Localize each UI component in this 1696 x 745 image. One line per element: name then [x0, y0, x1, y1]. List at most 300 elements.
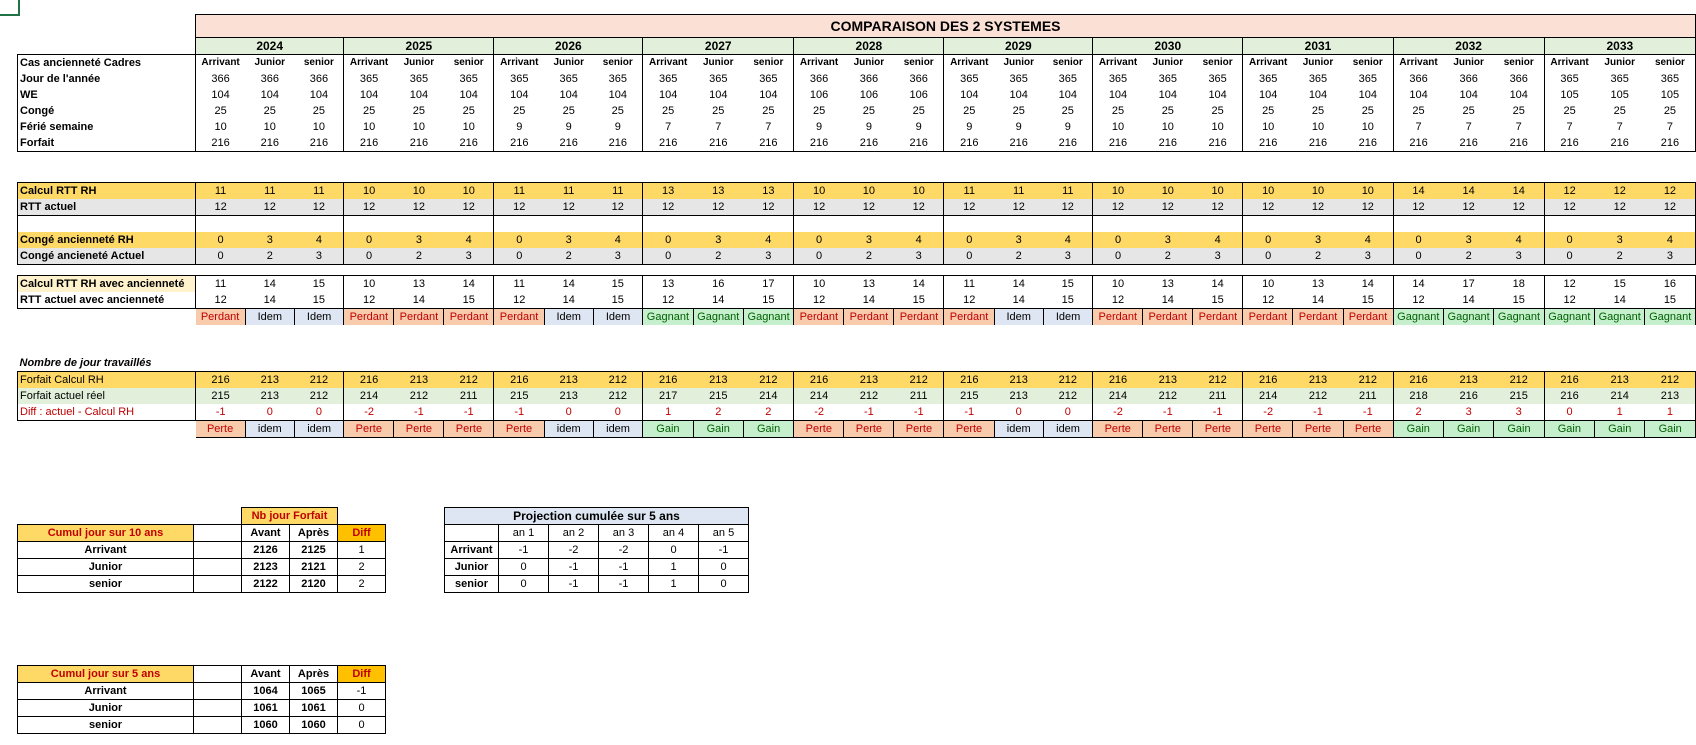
value-cell: 12: [794, 199, 844, 216]
value-cell: 12: [643, 292, 693, 309]
value-cell: 365: [944, 71, 994, 87]
blank-cell: [294, 216, 343, 233]
value-cell: 212: [1293, 388, 1343, 404]
profile-header: Arrivant: [1544, 55, 1594, 72]
value-cell: 213: [245, 388, 294, 404]
blank-cell: [194, 559, 242, 576]
value-cell: 10: [1243, 183, 1293, 200]
profile-header: senior: [444, 55, 494, 72]
value-cell: 13: [643, 183, 693, 200]
profile-name: Junior: [445, 559, 499, 576]
value-cell: 10: [394, 183, 444, 200]
blank-cell: [1193, 216, 1243, 233]
value-cell: 0: [1393, 232, 1443, 248]
value-cell: 216: [1293, 135, 1343, 152]
value-cell: 0: [544, 404, 593, 421]
row-label: Férié semaine: [18, 119, 196, 135]
verdict-cell: Perte: [196, 421, 246, 438]
value-cell: 12: [844, 199, 894, 216]
value-cell: 13: [743, 183, 793, 200]
verdict-cell: Gagnant: [743, 309, 793, 326]
value-cell: 15: [743, 292, 793, 309]
verdict-cell: Perte: [494, 421, 544, 438]
value-cell: 216: [444, 135, 494, 152]
value-cell: 216: [245, 135, 294, 152]
projection-col-header: an 3: [599, 525, 649, 542]
value-cell: 365: [459, 73, 478, 85]
value-cell: 365: [608, 73, 627, 85]
value-cell: -1: [944, 404, 994, 421]
blank-cell: [1544, 216, 1594, 233]
value-cell: 3: [544, 232, 593, 248]
value-cell: 10: [344, 119, 394, 135]
row-label: RTT actuel: [18, 199, 196, 216]
value-cell: 0: [245, 404, 294, 421]
value-cell: 10: [196, 119, 246, 135]
value-cell: 366: [309, 73, 329, 85]
profile-header: Junior: [994, 55, 1043, 72]
comparison-sheet: [17, 14, 1696, 438]
value-cell: 11: [1043, 183, 1092, 200]
verdict-cell: Gagnant: [1645, 309, 1696, 326]
value-cell: 14: [1293, 292, 1343, 309]
value-cell: 212: [743, 372, 793, 389]
value-cell: 10: [344, 276, 394, 293]
value-cell: 10: [1193, 183, 1243, 200]
value-cell: 216: [794, 372, 844, 389]
verdict-cell: Idem: [544, 309, 593, 326]
value-cell: 14: [1343, 276, 1393, 293]
year-header: 2029: [944, 38, 1093, 55]
value-cell: 212: [1193, 372, 1243, 389]
value-cell: 216: [1393, 135, 1443, 152]
blank-cell: [494, 216, 544, 233]
verdict-cell: Gain: [1544, 421, 1594, 438]
year-header: 2028: [794, 38, 944, 55]
verdict-cell: Perdant: [444, 309, 494, 326]
value-cell: 213: [844, 372, 894, 389]
value-cell: 12: [944, 292, 994, 309]
value-cell: 3: [245, 232, 294, 248]
projection-value: -1: [599, 559, 649, 576]
value-cell: 11: [944, 183, 994, 200]
verdict-cell: Perdant: [844, 309, 894, 326]
value-cell: 216: [1645, 135, 1696, 152]
value-cell: 216: [643, 135, 693, 152]
value-cell: 11: [294, 183, 343, 200]
value-cell: 12: [196, 199, 246, 216]
verdict-cell: Gagnant: [1595, 309, 1645, 326]
header-label: Cas ancienneté Cadres: [18, 55, 196, 72]
blank-cell: [194, 717, 242, 734]
projection-value: -1: [549, 576, 599, 593]
value-cell: 17: [743, 276, 793, 293]
value-cell: 2: [394, 248, 444, 265]
year-header: 2033: [1544, 38, 1695, 55]
value-cell: 0: [1093, 232, 1143, 248]
value-cell: 366: [260, 73, 279, 85]
value-cell: 1: [643, 404, 693, 421]
projection-value: 0: [499, 576, 549, 593]
value-cell: 216: [1393, 372, 1443, 389]
row-label: Congé: [18, 103, 196, 119]
verdict-cell: Perte: [894, 421, 944, 438]
value-cell: 104: [1093, 87, 1143, 103]
diff-value: 2: [338, 576, 386, 593]
value-cell: 25: [1093, 103, 1143, 119]
blank-cell: [544, 216, 593, 233]
value-cell: 2: [844, 248, 894, 265]
value-cell: 12: [1193, 199, 1243, 216]
col-apres: Après: [290, 525, 338, 542]
value-cell: 7: [765, 121, 772, 133]
value-cell: 9: [614, 121, 621, 133]
value-cell: 25: [263, 105, 276, 117]
value-cell: 212: [894, 372, 944, 389]
projection-value: -1: [699, 542, 749, 559]
value-cell: 104: [944, 87, 994, 103]
value-cell: 14: [544, 292, 593, 309]
value-cell: 14: [844, 292, 894, 309]
value-cell: 104: [260, 89, 279, 101]
verdict-cell: Gagnant: [1443, 309, 1493, 326]
value-cell: 211: [1343, 388, 1393, 404]
value-cell: 212: [593, 388, 642, 404]
profile-header: Arrivant: [1093, 55, 1143, 72]
value-cell: 25: [1645, 103, 1696, 119]
value-cell: 4: [1193, 232, 1243, 248]
value-cell: 213: [1293, 372, 1343, 389]
year-header: 2032: [1393, 38, 1544, 55]
value-cell: 18: [1494, 276, 1544, 293]
value-cell: 12: [693, 199, 743, 216]
value-cell: 366: [794, 71, 844, 87]
value-cell: 12: [894, 199, 944, 216]
value-cell: 213: [544, 388, 593, 404]
value-cell: 0: [944, 232, 994, 248]
row-label: Forfait actuel réel: [18, 388, 196, 404]
value-cell: 212: [1343, 372, 1393, 389]
value-cell: 9: [494, 119, 544, 135]
value-cell: -1: [894, 404, 944, 421]
value-cell: 365: [1358, 73, 1377, 85]
value-cell: 9: [1064, 121, 1071, 133]
value-cell: 215: [944, 388, 994, 404]
value-cell: 212: [1645, 372, 1696, 389]
value-cell: 212: [394, 388, 444, 404]
value-cell: -2: [1243, 404, 1293, 421]
verdict-cell: Perte: [444, 421, 494, 438]
value-cell: 211: [894, 388, 944, 404]
value-cell: 10: [263, 121, 276, 133]
value-cell: 15: [1494, 292, 1544, 309]
apres-value: 2125: [290, 542, 338, 559]
value-cell: 14: [245, 292, 294, 309]
value-cell: 216: [544, 135, 593, 152]
avant-value: 2123: [242, 559, 290, 576]
diff-value: -1: [338, 683, 386, 700]
value-cell: 9: [865, 121, 872, 133]
blank-cell: [794, 216, 844, 233]
value-cell: 12: [1595, 199, 1645, 216]
value-cell: 10: [1143, 183, 1193, 200]
profile-name: Junior: [18, 559, 194, 576]
value-cell: 25: [862, 105, 876, 117]
spacer: [18, 325, 1696, 355]
value-cell: 3: [1494, 248, 1544, 265]
profile-name: Arrivant: [18, 542, 194, 559]
value-cell: 14: [994, 276, 1043, 293]
value-cell: 0: [494, 248, 544, 265]
profile-header: Junior: [1595, 55, 1645, 72]
value-cell: 212: [444, 372, 494, 389]
value-cell: 4: [1343, 232, 1393, 248]
value-cell: 25: [643, 103, 693, 119]
value-cell: 12: [1293, 199, 1343, 216]
value-cell: 215: [1494, 388, 1544, 404]
value-cell: 25: [1211, 105, 1224, 117]
verdict-cell: Gagnant: [1544, 309, 1594, 326]
value-cell: 106: [909, 89, 928, 101]
value-cell: 216: [1243, 372, 1293, 389]
value-cell: 2: [693, 404, 743, 421]
value-cell: 105: [1645, 87, 1696, 103]
sum10-label: Cumul jour sur 10 ans: [18, 525, 194, 542]
value-cell: 12: [1093, 292, 1143, 309]
value-cell: 2: [245, 248, 294, 265]
value-cell: 104: [1058, 89, 1077, 101]
col-avant: Avant: [242, 666, 290, 683]
blank-cell: [194, 525, 242, 542]
profile-name: senior: [18, 576, 194, 593]
profile-header: Junior: [1143, 55, 1193, 72]
value-cell: 216: [1443, 388, 1493, 404]
verdict-cell: Perte: [1093, 421, 1143, 438]
value-cell: 366: [196, 71, 246, 87]
value-cell: 11: [994, 183, 1043, 200]
value-cell: 4: [593, 232, 642, 248]
value-cell: 25: [344, 103, 394, 119]
value-cell: 10: [794, 183, 844, 200]
verdict-cell: Gagnant: [693, 309, 743, 326]
blank-cell: [344, 216, 394, 233]
value-cell: 0: [1544, 248, 1594, 265]
value-cell: 7: [1465, 121, 1472, 133]
value-cell: 3: [894, 248, 944, 265]
value-cell: 104: [409, 89, 429, 101]
value-cell: 25: [794, 103, 844, 119]
projection-col-header: an 1: [499, 525, 549, 542]
profile-header: senior: [1043, 55, 1092, 72]
verdict-cell: Gain: [643, 421, 693, 438]
value-cell: 365: [709, 73, 728, 85]
verdict-cell: Idem: [994, 309, 1043, 326]
value-cell: 216: [494, 372, 544, 389]
value-cell: 3: [1193, 248, 1243, 265]
projection-value: 0: [649, 542, 699, 559]
value-cell: 0: [1243, 232, 1293, 248]
value-cell: -1: [1343, 404, 1393, 421]
value-cell: 14: [994, 292, 1043, 309]
value-cell: 216: [1043, 135, 1092, 152]
value-cell: 14: [894, 276, 944, 293]
verdict-cell: Perte: [1143, 421, 1193, 438]
value-cell: 13: [394, 276, 444, 293]
value-cell: 16: [693, 276, 743, 293]
value-cell: 12: [1343, 199, 1393, 216]
blank-cell: [196, 355, 1696, 372]
value-cell: 216: [1443, 135, 1493, 152]
value-cell: 3: [844, 232, 894, 248]
value-cell: 25: [1393, 103, 1443, 119]
value-cell: 7: [1616, 121, 1623, 133]
value-cell: 104: [643, 87, 693, 103]
value-cell: 216: [944, 135, 994, 152]
value-cell: 3: [593, 248, 642, 265]
value-cell: 0: [593, 404, 642, 421]
blank-cell: [445, 525, 499, 542]
value-cell: 104: [1308, 89, 1328, 101]
value-cell: 3: [1443, 404, 1493, 421]
value-cell: 4: [894, 232, 944, 248]
value-cell: 366: [909, 73, 928, 85]
projection-value: 0: [499, 559, 549, 576]
value-cell: 3: [994, 232, 1043, 248]
value-cell: 14: [245, 276, 294, 293]
value-cell: 215: [693, 388, 743, 404]
blank-cell: [1143, 216, 1193, 233]
value-cell: 14: [1193, 276, 1243, 293]
projection-col-header: an 2: [549, 525, 599, 542]
value-cell: 212: [1494, 372, 1544, 389]
verdict-cell: Perdant: [494, 309, 544, 326]
value-cell: 216: [894, 135, 944, 152]
blank-cell: [994, 216, 1043, 233]
col-diff: Diff: [338, 666, 386, 683]
cumulative-10-years-table: [17, 507, 386, 593]
verdict-cell: Gain: [693, 421, 743, 438]
value-cell: 14: [1494, 183, 1544, 200]
diff-value: 2: [338, 559, 386, 576]
value-cell: 213: [394, 372, 444, 389]
value-cell: 10: [794, 276, 844, 293]
value-cell: 214: [344, 388, 394, 404]
verdict-cell: idem: [593, 421, 642, 438]
blank-cell: [1443, 216, 1493, 233]
profile-header: senior: [894, 55, 944, 72]
value-cell: 7: [1393, 119, 1443, 135]
value-cell: 3: [1443, 232, 1493, 248]
value-cell: 10: [312, 121, 325, 133]
verdict-cell: Perte: [344, 421, 394, 438]
blank-cell: [593, 216, 642, 233]
value-cell: 12: [1043, 199, 1092, 216]
apres-value: 1061: [290, 700, 338, 717]
value-cell: 213: [994, 388, 1043, 404]
value-cell: 25: [762, 105, 775, 117]
value-cell: 13: [1143, 276, 1193, 293]
value-cell: 10: [1093, 276, 1143, 293]
verdict-cell: Perte: [1193, 421, 1243, 438]
diff-value: 0: [338, 717, 386, 734]
blank-cell: [844, 216, 894, 233]
year-header: 2026: [494, 38, 643, 55]
value-cell: 104: [1158, 89, 1177, 101]
projection-value: -2: [549, 542, 599, 559]
value-cell: 25: [1061, 105, 1074, 117]
profile-header: senior: [1343, 55, 1393, 72]
verdict-cell: idem: [245, 421, 294, 438]
avant-value: 1064: [242, 683, 290, 700]
value-cell: 214: [743, 388, 793, 404]
value-cell: 104: [559, 89, 578, 101]
profile-header: Junior: [544, 55, 593, 72]
blank-cell: [643, 216, 693, 233]
value-cell: 11: [196, 183, 246, 200]
verdict-cell: Perdant: [1293, 309, 1343, 326]
value-cell: 213: [544, 372, 593, 389]
value-cell: 9: [1015, 121, 1022, 133]
value-cell: 0: [1393, 248, 1443, 265]
value-cell: 216: [1093, 372, 1143, 389]
avant-value: 2126: [242, 542, 290, 559]
value-cell: 104: [1509, 89, 1528, 101]
value-cell: 216: [944, 372, 994, 389]
value-cell: 14: [1443, 292, 1493, 309]
value-cell: 104: [759, 89, 778, 101]
projection-value: 0: [699, 576, 749, 593]
projection-value: 1: [649, 576, 699, 593]
value-cell: 213: [1595, 372, 1645, 389]
blank-cell: [743, 216, 793, 233]
profile-name: Junior: [18, 700, 194, 717]
verdict-cell: Perdant: [1193, 309, 1243, 326]
year-header: 2025: [344, 38, 494, 55]
profile-name: senior: [445, 576, 499, 593]
value-cell: 365: [1093, 71, 1143, 87]
avant-value: 2122: [242, 576, 290, 593]
row-label: Congé ancieneté Actuel: [18, 248, 196, 265]
verdict-cell: Idem: [593, 309, 642, 326]
value-cell: 365: [1208, 73, 1227, 85]
verdict-cell: Perdant: [1243, 309, 1293, 326]
value-cell: 14: [1393, 276, 1443, 293]
profile-header: Junior: [394, 55, 444, 72]
value-cell: 211: [1193, 388, 1243, 404]
value-cell: 213: [994, 372, 1043, 389]
value-cell: 12: [1544, 183, 1594, 200]
projection-value: -1: [499, 542, 549, 559]
value-cell: 11: [544, 183, 593, 200]
value-cell: 214: [1093, 388, 1143, 404]
value-cell: 15: [593, 292, 642, 309]
profile-header: Junior: [844, 55, 894, 72]
value-cell: 365: [1158, 73, 1177, 85]
value-cell: 13: [844, 276, 894, 293]
value-cell: 10: [462, 121, 475, 133]
col-avant: Avant: [242, 525, 290, 542]
value-cell: 3: [1645, 248, 1696, 265]
value-cell: 2: [1143, 248, 1193, 265]
value-cell: -1: [1293, 404, 1343, 421]
blank-cell: [1645, 216, 1696, 233]
blank-cell: [1093, 216, 1143, 233]
spacer: [18, 265, 1696, 276]
value-cell: 12: [1093, 199, 1143, 216]
verdict-cell: Perte: [844, 421, 894, 438]
verdict-cell: Perdant: [196, 309, 246, 326]
verdict-cell: Perdant: [394, 309, 444, 326]
